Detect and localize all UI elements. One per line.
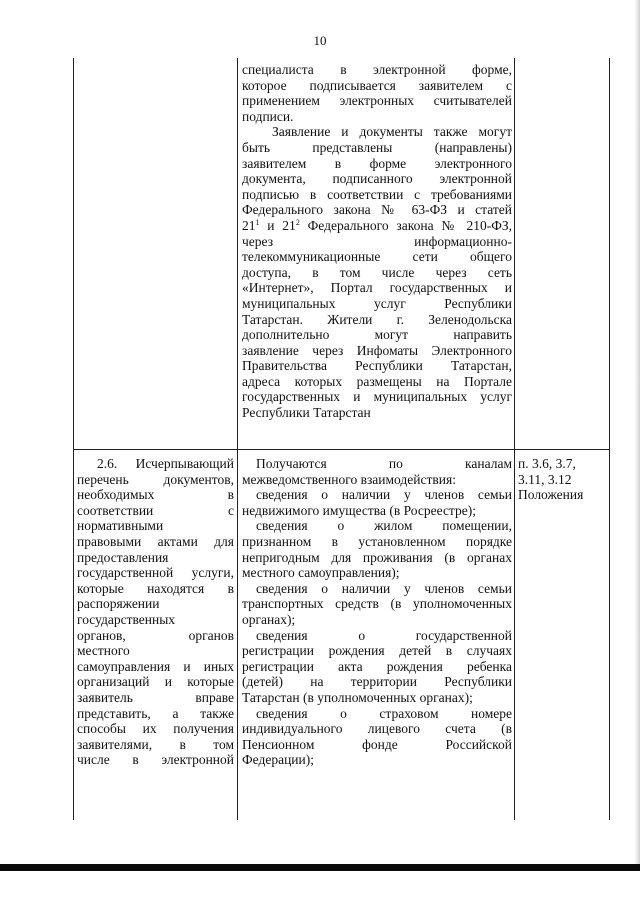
text-line: признанном в установленном порядке [242, 533, 512, 549]
text-line: перечень документов, [77, 471, 234, 487]
text-line: заявитель вправе [77, 689, 234, 705]
text-line: (детей) на территории Республики [242, 674, 512, 690]
table-right-border [609, 58, 610, 820]
text-line: государственной услуги, [77, 565, 234, 581]
text-line: 2.6. Исчерпывающий [97, 456, 234, 471]
table-cell-item-2-6-content [242, 456, 512, 768]
text-line: заявителем в форме электронного [242, 155, 512, 171]
text-line: предоставления [77, 549, 169, 565]
text-line: регистрации рождения детей в случаях [242, 643, 512, 659]
text-line: применением электронных считывателей [242, 93, 512, 109]
text-line: сведения о наличии у членов семьи [256, 487, 512, 503]
text-line: соответствии с [77, 502, 234, 518]
text-line: представить, а также [77, 705, 234, 721]
text-line: муниципальных услуг Республики [242, 295, 512, 311]
text-line: сведения о жилом помещении, [256, 518, 512, 534]
text-line: телекоммуникационные сети общего [242, 249, 512, 265]
text-line: подписью в соответствии с требованиями [242, 186, 512, 202]
text-line: заявителями, в том [77, 736, 234, 752]
scan-right-edge [634, 0, 640, 864]
text-line: необходимых в [77, 487, 234, 503]
page-number: 10 [313, 33, 327, 48]
text-line: $21^1$ и $21^2$ Федерального закона № 210-ФЗ, [242, 217, 512, 233]
table-cell-item-2-6-title [77, 456, 234, 768]
text-line: регистрации акта рождения ребенка [242, 658, 512, 674]
text-line: адреса которых размещены на Портале [242, 373, 512, 389]
text-line: государственных [77, 611, 176, 627]
text-line: самоуправления и иных [77, 658, 234, 674]
text-line: Федерального закона № 63-ФЗ и статей [242, 202, 512, 218]
text-line: организаций и которые [77, 674, 234, 690]
text-line: Республики Татарстан [242, 405, 371, 421]
table-col-divider-2 [514, 58, 515, 820]
text-line: документа, подписанного электронной [242, 171, 512, 187]
text-line: органах); [242, 611, 296, 627]
text-line: п. 3.6, 3.7, [518, 456, 576, 471]
text-line: подписи. [242, 108, 294, 124]
table-row-divider [73, 449, 610, 450]
text-line: Получаются по каналам [256, 456, 512, 471]
text-line: числе в электронной [77, 752, 234, 768]
text-line: Татарстан (в уполномоченных органах); [242, 689, 473, 705]
table-col-divider-1 [237, 58, 238, 820]
text-line: Заявление и документы также могут [272, 124, 512, 140]
text-line: правовыми актами для [77, 533, 234, 549]
text-line: Федерации); [242, 752, 315, 768]
text-line: дополнительно могут направить [242, 327, 512, 343]
text-line: межведомственного взаимодействия: [242, 471, 456, 487]
text-line: которые находятся в [77, 580, 234, 596]
text-line: непригодным для проживания (в органах [242, 549, 512, 565]
text-line: заявление через Инфоматы Электронного [242, 342, 512, 358]
text-line: местного самоуправления); [242, 565, 400, 581]
text-line: «Интернет», Портал государственных и [242, 280, 512, 296]
text-line: 3.11, 3.12 [518, 471, 572, 487]
text-line: специалиста в электронной форме, [242, 62, 512, 77]
text-line: государственных и муниципальных услуг [242, 389, 512, 405]
text-line: способы их получения [77, 721, 234, 737]
text-line: Татарстан. Жители г. Зеленодольска [242, 311, 512, 327]
text-line: сведения о государственной [256, 627, 512, 643]
text-line: доступа, в том числе через сеть [242, 264, 512, 280]
table-cell-continuation-text [242, 62, 512, 421]
text-line: местного [77, 643, 130, 659]
text-line: индивидуального лицевого счета (в [242, 721, 512, 737]
text-line: недвижимого имущества (в Росреестре); [242, 502, 476, 518]
text-line: органов, органов [77, 627, 234, 643]
text-line: Пенсионном фонде Российской [242, 736, 512, 752]
text-line: через информационно- [242, 233, 512, 249]
table-cell-item-2-6-reference [518, 456, 608, 503]
table-left-border [73, 58, 74, 820]
text-line: сведения о страховом номере [256, 705, 512, 721]
text-line: Положения [518, 487, 584, 503]
text-line: сведения о наличии у членов семьи [256, 580, 512, 596]
text-line: Правительства Республики Татарстан, [242, 358, 512, 374]
text-line: быть представлены (направлены) [242, 139, 512, 155]
text-line: нормативными [77, 518, 164, 534]
text-line: транспортных средств (в уполномоченных [242, 596, 512, 612]
text-line: распоряжении [77, 596, 160, 612]
scan-bottom-border [0, 864, 640, 871]
text-line: которое подписывается заявителем с [242, 77, 512, 93]
